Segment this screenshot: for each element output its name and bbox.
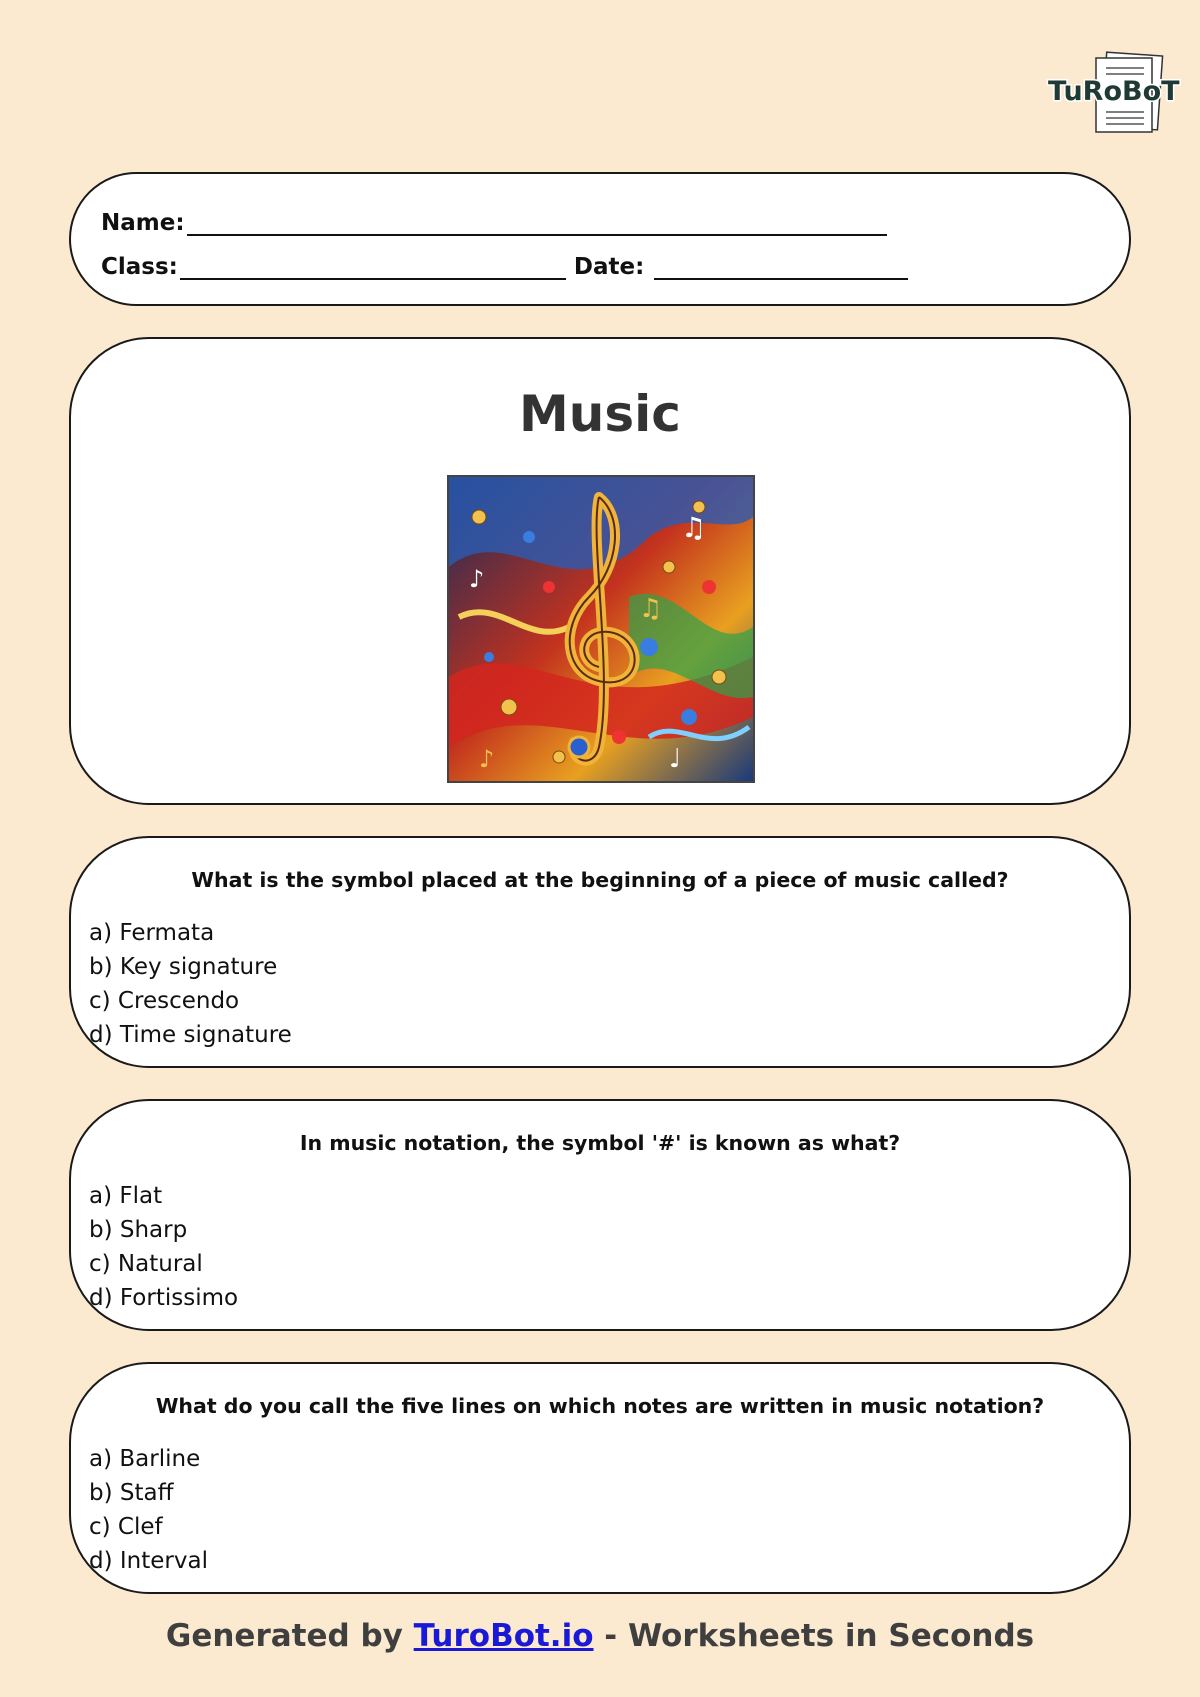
name-field[interactable] (101, 210, 887, 236)
svg-text:♫: ♫ (681, 511, 707, 544)
svg-text:♪: ♪ (479, 745, 495, 773)
answer-options (89, 1179, 238, 1315)
question-text: What is the symbol placed at the beginning of a piece of music called? (191, 868, 1009, 892)
music-illustration (447, 475, 755, 783)
answer-option[interactable]: c) Crescendo (89, 988, 240, 1014)
worksheet-title: Music (519, 385, 681, 443)
title-card (69, 337, 1131, 805)
answer-option[interactable]: b) Key signature (89, 954, 278, 980)
svg-text:♫: ♫ (639, 594, 663, 624)
answer-option[interactable]: b) Sharp (89, 1217, 188, 1243)
date-line[interactable] (654, 254, 908, 280)
answer-option[interactable]: c) Natural (89, 1251, 203, 1277)
question-text: In music notation, the symbol '#' is known as what? (299, 1131, 901, 1155)
turobot-link[interactable]: TuroBot.io (413, 1618, 594, 1654)
answer-option[interactable]: a) Flat (89, 1183, 163, 1209)
question-text: What do you call the five lines on which notes are written in music notation? (155, 1394, 1045, 1418)
footer-suffix: - Worksheets in Seconds (593, 1618, 1035, 1654)
svg-text:TuRoBoT: TuRoBoT (1048, 76, 1180, 107)
turobot-logo (1046, 52, 1180, 136)
answer-option[interactable]: a) Barline (89, 1446, 201, 1472)
student-info-card (69, 172, 1131, 306)
answer-options (89, 1442, 208, 1578)
class-date-row (101, 254, 908, 280)
date-label: Date: (573, 254, 645, 280)
footer (0, 1618, 1200, 1654)
class-line[interactable] (180, 254, 566, 280)
svg-text:♪: ♪ (469, 565, 485, 593)
class-label: Class: (101, 254, 178, 280)
name-label: Name: (101, 210, 185, 236)
question-card (69, 1099, 1131, 1331)
answer-option[interactable]: b) Staff (89, 1480, 174, 1506)
footer-prefix: Generated by (165, 1618, 414, 1654)
svg-text:♩: ♩ (669, 744, 682, 774)
answer-option[interactable]: a) Fermata (89, 920, 215, 946)
answer-option[interactable]: d) Fortissimo (89, 1285, 239, 1311)
question-card (69, 1362, 1131, 1594)
answer-option[interactable]: d) Time signature (89, 1022, 292, 1048)
question-card (69, 836, 1131, 1068)
answer-option[interactable]: d) Interval (89, 1548, 208, 1574)
name-line[interactable] (187, 210, 887, 236)
answer-option[interactable]: c) Clef (89, 1514, 163, 1540)
answer-options (89, 916, 292, 1052)
